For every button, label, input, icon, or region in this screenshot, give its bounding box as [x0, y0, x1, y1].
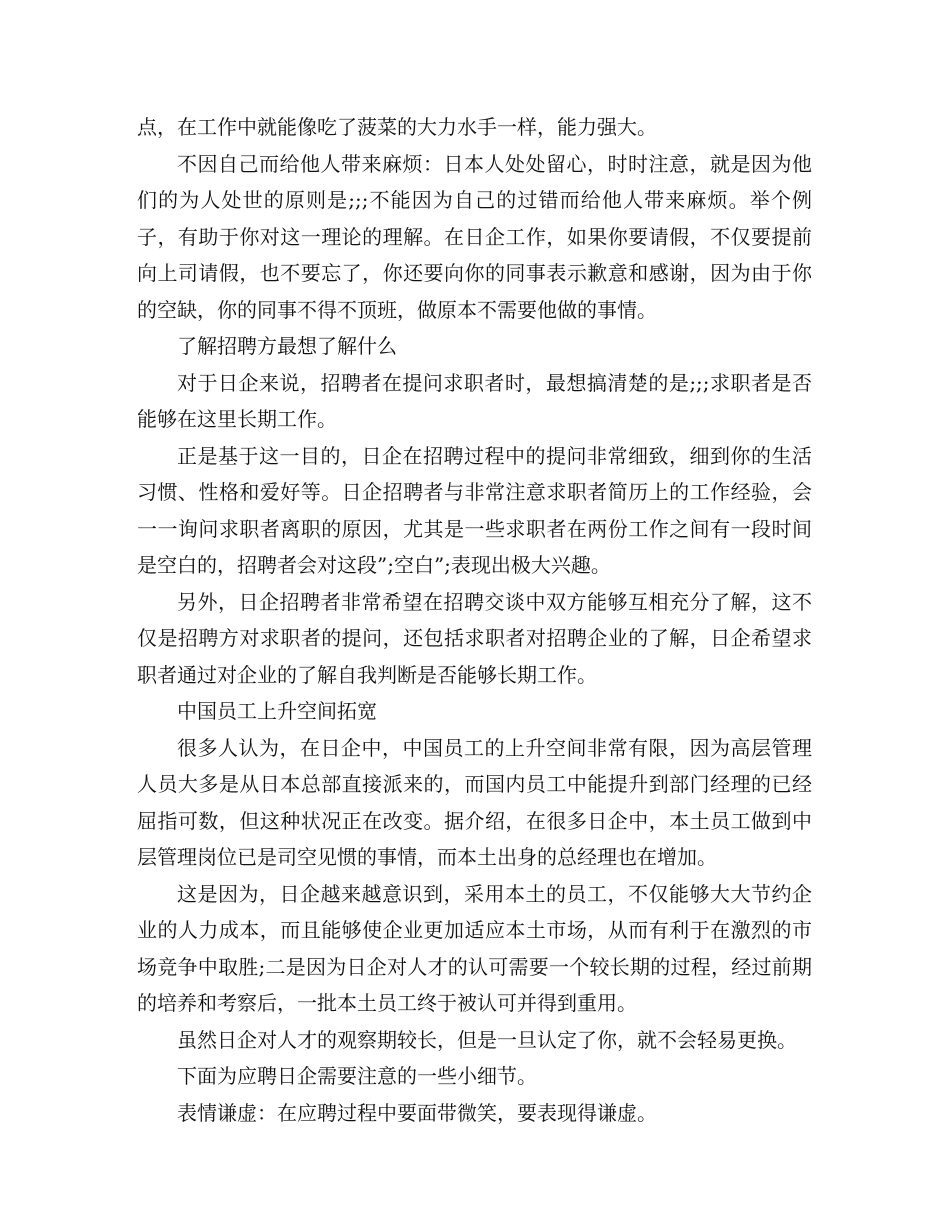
- section-heading: 了解招聘方最想了解什么: [177, 334, 397, 358]
- paragraph: 很多人认为，在日企中，中国员工的上升空间非常有限，因为高层管理人员大多是从日本总部直接派来的，而国内员工中能提升到部门经理的已经屈指可数，但这种状况正在改变。据介绍，在很多日企中，本土员工做到中层管理岗位已是司空见惯的事情，而本土出身的总经理也在增加。: [137, 735, 812, 869]
- paragraph: 表情谦虚：在应聘过程中要面带微笑，要表现得谦虚。: [177, 1100, 657, 1125]
- paragraph: 对于日企来说，招聘者在提问求职者时，最想搞清楚的是;;;求职者是否能够在这里长期工作。: [137, 370, 812, 431]
- paragraph: 正是基于这一目的，日企在招聘过程中的提问非常细致，细到你的生活习惯、性格和爱好等。日企招聘者与非常注意求职者简历上的工作经验，会一一询问求职者离职的原因，尤其是一些求职者在两份工作之间有一段时间是空白的，招聘者会对这段”;空白”;表现出极大兴趣。: [137, 443, 812, 577]
- paragraph: 这是因为，日企越来越意识到，采用本土的员工，不仅能够大大节约企业的人力成本，而且能够使企业更加适应本土市场，从而有利于在激烈的市场竞争中取胜;二是因为日企对人才的认可需要一个较长期的过程，经过前期的培养和考察后，一批本土员工终于被认可并得到重用。: [137, 881, 812, 1015]
- paragraph: 下面为应聘日企需要注意的一些小细节。: [177, 1064, 537, 1088]
- section-heading: 中国员工上升空间拓宽: [177, 699, 377, 723]
- paragraph: 不因自己而给他人带来麻烦：日本人处处留心，时时注意，就是因为他们的为人处世的原则是;;;不能因为自己的过错而给他人带来麻烦。举个例子，有助于你对这一理论的理解。在日企工作，如果你要请假，不仅要提前向上司请假，也不要忘了，你还要向你的同事表示歉意和感谢，因为由于你的空缺，你的同事不得不顶班，做原本不需要他做的事情。: [137, 151, 812, 322]
- paragraph-continued: 点，在工作中就能像吃了菠菜的大力水手一样，能力强大。: [137, 115, 657, 139]
- paragraph: 虽然日企对人才的观察期较长，但是一旦认定了你，就不会轻易更换。: [177, 1027, 797, 1052]
- paragraph: 另外，日企招聘者非常希望在招聘交谈中双方能够互相充分了解，这不仅是招聘方对求职者的提问，还包括求职者对招聘企业的了解，日企希望求职者通过对企业的了解自我判断是否能够长期工作。: [137, 589, 812, 687]
- document-body: [137, 109, 812, 1131]
